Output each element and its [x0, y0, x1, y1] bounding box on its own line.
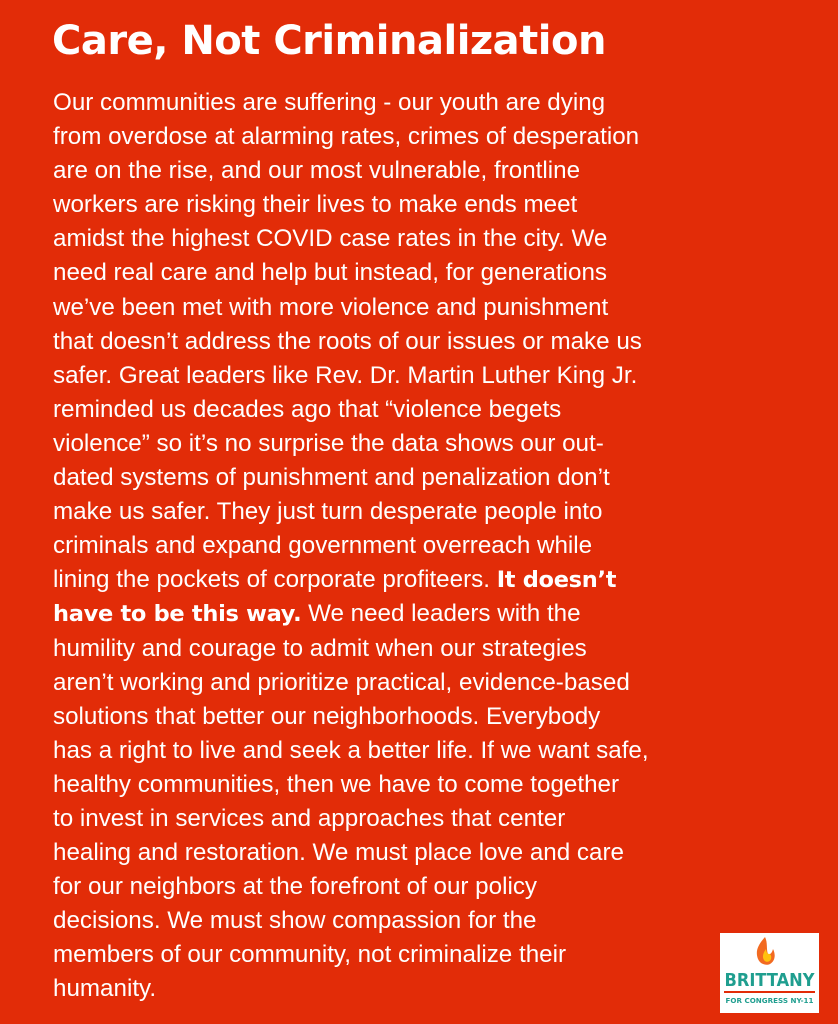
logo-divider [724, 991, 815, 993]
text-line: to invest in services and approaches that center [53, 804, 566, 832]
text-line: amidst the highest COVID case rates in the city. We [53, 225, 608, 253]
text-line: violence” so it’s no surprise the data shows our out- [53, 429, 604, 457]
text-line: decisions. We must show compassion for the [53, 907, 537, 935]
text-line: workers are risking their lives to make ends meet [53, 191, 578, 219]
text-line: has a right to live and seek a better life. If we want safe, [53, 736, 649, 764]
text-line: solutions that better our neighborhoods. Everybody [53, 702, 601, 730]
emphasis-text: It doesn’t [496, 567, 617, 594]
text-line: reminded us decades ago that “violence begets [53, 395, 562, 423]
text-line [53, 597, 793, 631]
logo-name: BRITTANY [724, 970, 816, 991]
text-line [53, 563, 793, 597]
text-line: for our neighbors at the forefront of our policy [53, 873, 538, 901]
text-line: criminals and expand government overreach while [53, 532, 593, 560]
text-line: need real care and help but instead, for generations [53, 259, 608, 287]
text-line: we’ve been met with more violence and punishment [53, 293, 609, 321]
text-line: safer. Great leaders like Rev. Dr. Martin Luther King Jr. [53, 361, 638, 389]
text-line: Our communities are suffering - our youth are dying [53, 89, 606, 116]
text-line: healthy communities, then we have to come together [53, 770, 620, 798]
campaign-logo [720, 933, 819, 1013]
text-line: make us safer. They just turn desperate people into [53, 498, 603, 526]
body-paragraph [53, 86, 793, 1007]
text-segment: lining the pockets of corporate profiteers. [53, 566, 497, 594]
text-line: dated systems of punishment and penalization don’t [53, 464, 610, 492]
text-line: are on the rise, and our most vulnerable, frontline [53, 157, 581, 185]
page-title: Care, Not Criminalization [52, 18, 606, 64]
text-line: from overdose at alarming rates, crimes of desperation [53, 123, 640, 151]
text-line: that doesn’t address the roots of our issues or make us [53, 327, 642, 355]
text-segment: We need leaders with the [301, 600, 581, 628]
logo-subtitle: FOR CONGRESS NY-11 [725, 997, 814, 1005]
text-line: humanity. [53, 975, 157, 1003]
campaign-logo-art [722, 935, 817, 1011]
flame-icon [757, 937, 775, 965]
text-line: aren’t working and prioritize practical, evidence-based [53, 668, 630, 696]
text-line: members of our community, not criminalize their [53, 941, 567, 969]
emphasis-text: have to be this way. [53, 601, 302, 628]
text-line: humility and courage to admit when our strategies [53, 634, 587, 662]
text-line: healing and restoration. We must place love and care [53, 839, 624, 867]
